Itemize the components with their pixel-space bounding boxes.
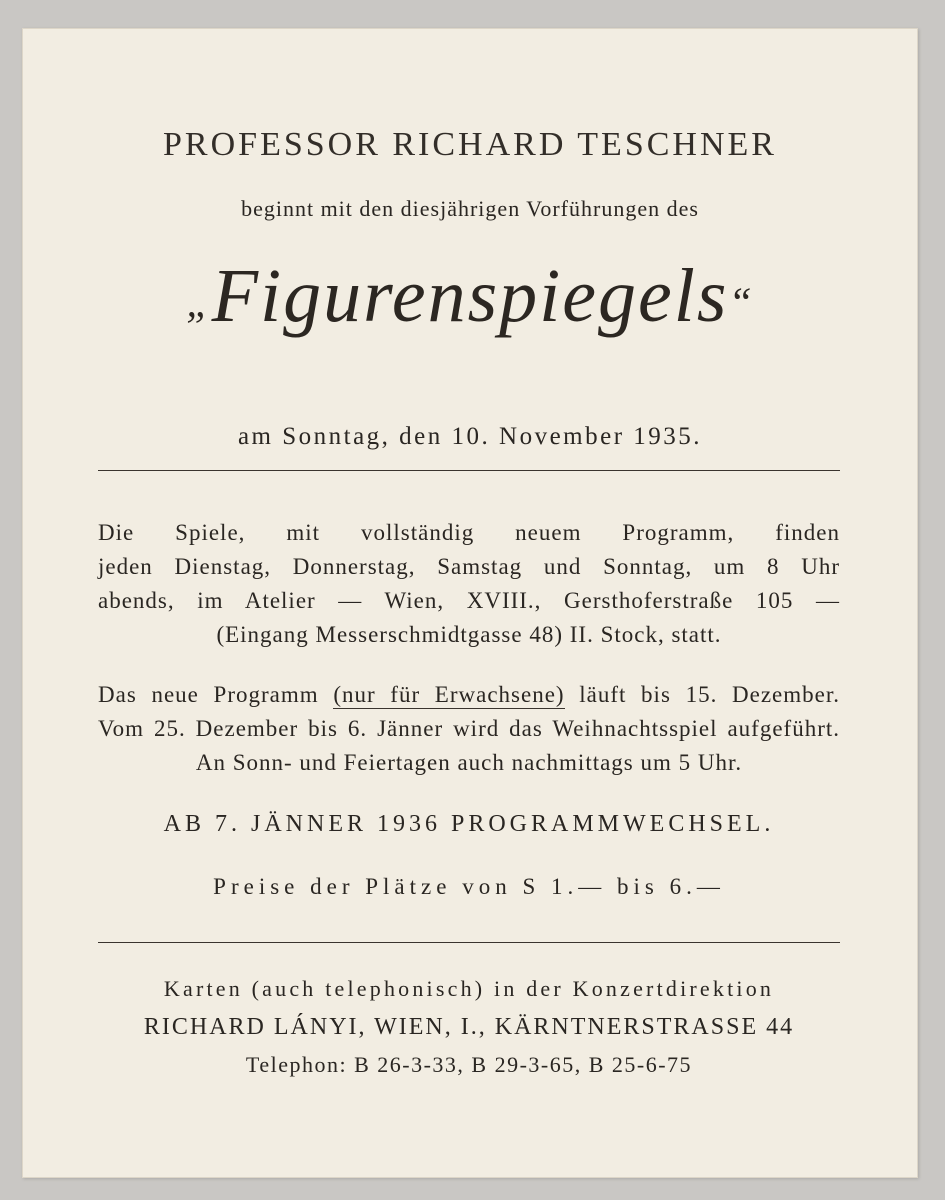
subtitle: beginnt mit den diesjährigen Vorführungen des (241, 196, 699, 221)
ticket-line-3: Telephon: B 26-3-33, B 29-3-65, B 25-6-75 (245, 1052, 693, 1077)
open-quote: „ (186, 280, 212, 327)
invitation-card (22, 28, 918, 1178)
script-title: Figurenspiegels (211, 254, 729, 338)
ticket-line-1: Karten (auch telephonisch) in der Konzertdirektion (163, 976, 775, 1001)
schedule-line-1: Die Spiele, mit vollständig neuem Programm, finden (98, 520, 840, 545)
program-change-notice: AB 7. JÄNNER 1936 PROGRAMMWECHSEL. (163, 811, 775, 837)
schedule-line-4: (Eingang Messerschmidtgasse 48) II. Stock, statt. (216, 622, 722, 647)
program-line-3: An Sonn- und Feiertagen auch nachmittags um 5 Uhr. (195, 750, 743, 775)
divider-top (98, 470, 840, 471)
schedule-line-2: jeden Dienstag, Donnerstag, Samstag und Sonntag, um 8 Uhr (98, 554, 840, 579)
ticket-line-2: RICHARD LÁNYI, WIEN, I., KÄRNTNERSTRASSE 44 (143, 1014, 795, 1040)
title: PROFESSOR RICHARD TESCHNER (163, 126, 777, 163)
schedule-line-3: abends, im Atelier — Wien, XVIII., Gersthoferstraße 105 — (98, 588, 840, 613)
program-line-2: Vom 25. Dezember bis 6. Jänner wird das Weihnachtsspiel aufgeführt. (98, 716, 840, 741)
adults-only-note: (nur für Erwachsene) (333, 682, 565, 707)
program-line-1 (98, 678, 840, 712)
ticket-prices: Preise der Plätze von S 1.— bis 6.— (213, 874, 725, 899)
program-line-1-start: Das neue Programm (98, 682, 334, 707)
schedule-paragraph (98, 516, 840, 652)
program-line-1-end: läuft bis 15. Dezember. (564, 682, 840, 707)
program-paragraph (98, 678, 840, 780)
date-line: am Sonntag, den 10. November 1935. (237, 423, 703, 450)
ticket-info (98, 970, 840, 1084)
close-quote: “ (728, 280, 754, 327)
script-title-line (98, 253, 842, 340)
divider-bottom (98, 942, 840, 943)
